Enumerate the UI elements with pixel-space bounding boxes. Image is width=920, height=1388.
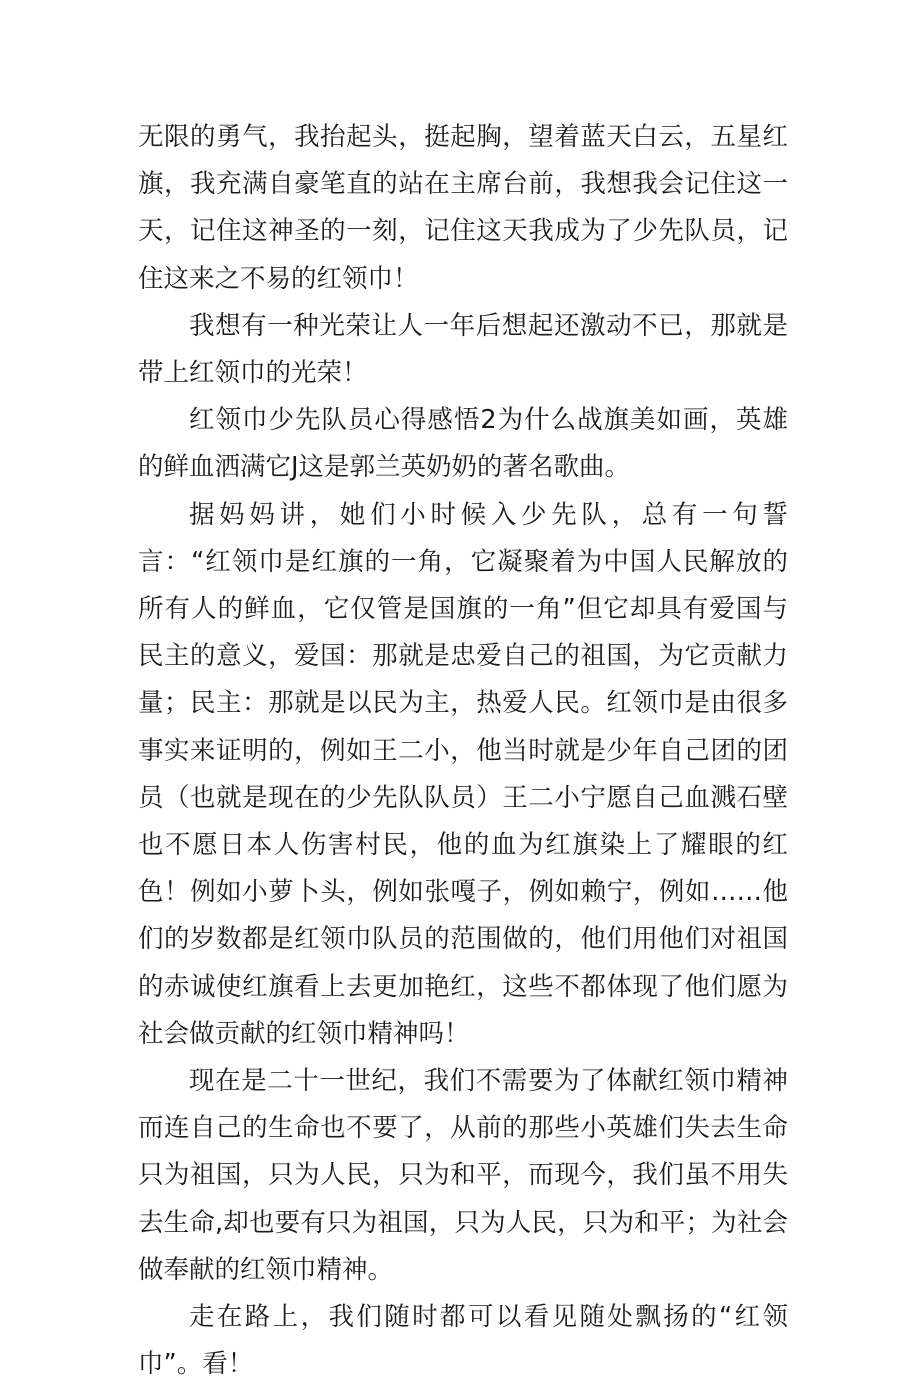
paragraph-5: 现在是二十一世纪，我们不需要为了体献红领巾精神而连自己的生命也不要了，从前的那些小英雄们失去生命只为祖国，只为人民，只为和平，而现今，我们虽不用失去生命,却也要有只为祖国，只为人民，只为和平；为社会做奉献的红领巾精神。 xyxy=(138,1066,788,1285)
paragraph-2: 我想有一种光荣让人一年后想起还激动不已，那就是带上红领巾的光荣！ xyxy=(138,310,788,389)
paragraph-4: 据妈妈讲，她们小时候入少先队，总有一句誓言：“红领巾是红旗的一角，它凝聚着为中国人民解放的所有人的鲜血，它仅管是国旗的一角”但它却具有爱国与民主的意义，爱国：那就是忠爱自己的祖国，为它贡献力量；民主：那就是以民为主，热爱人民。红领巾是由很多事实来证明的，例如王二小，他当时就是少年自己团的团员（也就是现在的少先队队员）王二小宁愿自己血溅石壁也不愿日本人伤害村民，他的血为红旗染上了耀眼的红色！例如小萝卜头，例如张嘎子，例如赖宁，例如……他们的岁数都是红领巾队员的范围做的，他们用他们对祖国的赤诚使红旗看上去更加艳红，这些不都体现了他们愿为社会做贡献的红领巾精神吗！ xyxy=(138,499,788,1049)
paragraph-3: 红领巾少先队员心得感悟2为什么战旗美如画，英雄的鲜血洒满它J这是郭兰英奶奶的著名歌曲。 xyxy=(138,405,788,483)
document-page xyxy=(138,114,788,1388)
paragraph-1: 无限的勇气，我抬起头，挺起胸，望着蓝天白云，五星红旗，我充满自豪笔直的站在主席台前，我想我会记住这一天，记住这神圣的一刻，记住这天我成为了少先队员，记住这来之不易的红领巾！ xyxy=(138,122,788,294)
paragraph-6: 走在路上，我们随时都可以看见随处飘扬的“红领巾”。看！ xyxy=(138,1302,788,1380)
